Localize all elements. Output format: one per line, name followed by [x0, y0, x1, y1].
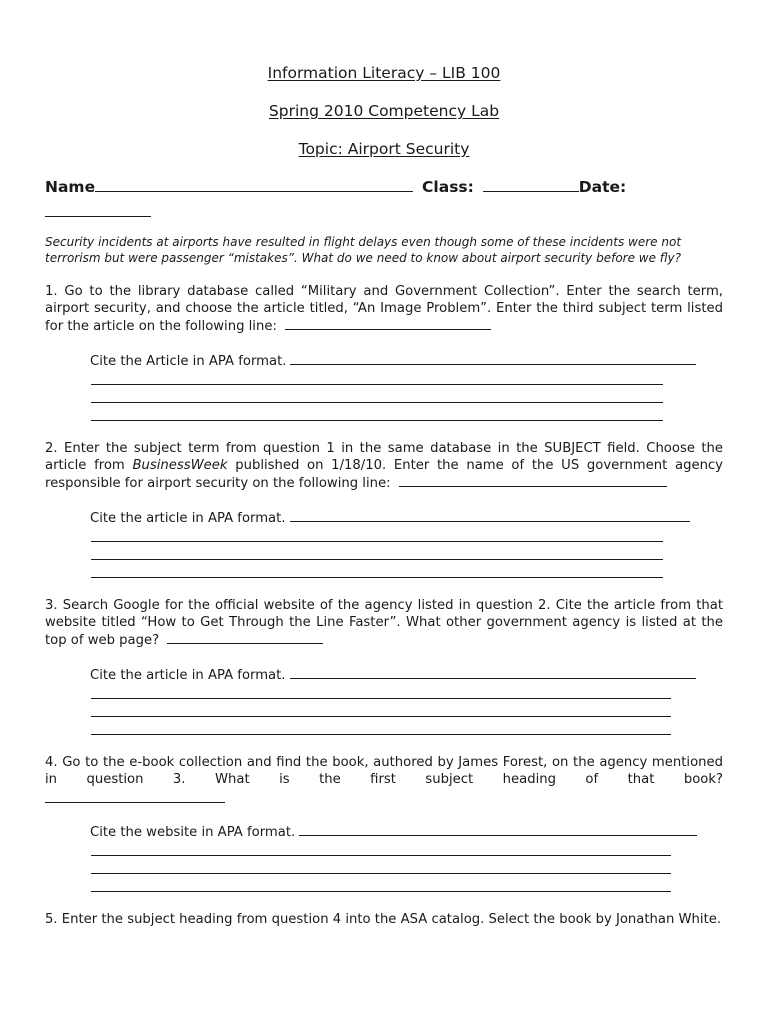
question-2-cite-line[interactable]	[91, 541, 663, 542]
question-3-cite-line[interactable]	[91, 698, 671, 699]
question-2-cite-label: Cite the article in APA format.	[90, 511, 286, 526]
question-5-text: 5. Enter the subject heading from question 4 into the ASA catalog. Select the book by Jonathan White.	[45, 912, 722, 927]
question-1-cite-field[interactable]	[290, 352, 696, 365]
question-4	[45, 754, 723, 788]
question-4-cite-line[interactable]	[91, 873, 671, 874]
question-4-cite-line[interactable]	[91, 891, 671, 892]
question-2-cite-line[interactable]	[91, 559, 663, 560]
date-label: Date:	[578, 178, 627, 196]
question-2-cite-line[interactable]	[91, 577, 663, 578]
question-1-cite-line[interactable]	[91, 420, 663, 421]
question-1-text: 1. Go to the library database called “Military and Government Collection”. Enter the search term, airport security, and choose the article titled, “An Image Problem”. Enter the third subject term listed for the article on the following line:	[45, 284, 723, 334]
question-2	[45, 440, 723, 492]
question-2-answer-field[interactable]	[399, 474, 667, 487]
question-4-cite-line[interactable]	[91, 855, 671, 856]
question-3-cite-line[interactable]	[91, 716, 671, 717]
document-title: Information Literacy – LIB 100	[267, 64, 501, 82]
question-3-answer-field[interactable]	[167, 631, 323, 644]
question-2-cite-field[interactable]	[290, 509, 690, 522]
question-2-italic-text: BusinessWeek	[132, 458, 228, 473]
question-1-cite-label: Cite the Article in APA format.	[90, 354, 287, 369]
question-1-cite-line[interactable]	[91, 384, 663, 385]
document-topic: Topic: Airport Security	[298, 140, 470, 158]
date-field[interactable]	[45, 204, 151, 217]
question-1-answer-field[interactable]	[285, 317, 491, 330]
question-3-cite	[90, 666, 696, 683]
question-3-cite-line[interactable]	[91, 734, 671, 735]
name-field[interactable]	[95, 177, 413, 192]
document-subtitle: Spring 2010 Competency Lab	[268, 102, 500, 120]
question-4-cite-label: Cite the website in APA format.	[90, 825, 296, 840]
question-3	[45, 597, 723, 649]
class-field[interactable]	[483, 177, 579, 192]
question-4-cite	[90, 823, 697, 840]
question-1	[45, 283, 723, 335]
question-3-cite-field[interactable]	[290, 666, 696, 679]
intro-text: Security incidents at airports have resulted in flight delays even though some of these incidents were not terrorism but were passenger “mistakes”. What do we need to know about airport security before we fly?	[45, 235, 682, 265]
question-3-text: 3. Search Google for the official website of the agency listed in question 2. Cite the article from that website titled “How to Get Through the Line Faster”. What other government agency is listed at the top of web page?	[45, 598, 723, 648]
question-2-text: 2. Enter the subject term from question 1 in the same database in the SUBJECT field. Choose the article from	[45, 441, 723, 473]
student-info-line	[45, 177, 626, 196]
question-4-answer-field[interactable]	[45, 802, 225, 803]
question-4-cite-field[interactable]	[299, 823, 697, 836]
question-4-text: 4. Go to the e-book collection and find the book, authored by James Forest, on the agency mentioned in question 3. What is the first subject heading of that book?	[45, 755, 723, 787]
question-5	[45, 911, 723, 928]
name-label: Name	[45, 178, 96, 196]
question-2-text-after: published on 1/18/10. Enter the name of the US government agency responsible for airport security on the following line:	[45, 458, 723, 491]
question-1-cite-line[interactable]	[91, 402, 663, 403]
question-2-cite	[90, 509, 690, 526]
class-label: Class:	[422, 178, 474, 196]
question-3-cite-label: Cite the article in APA format.	[90, 668, 286, 683]
question-1-cite	[90, 352, 696, 369]
